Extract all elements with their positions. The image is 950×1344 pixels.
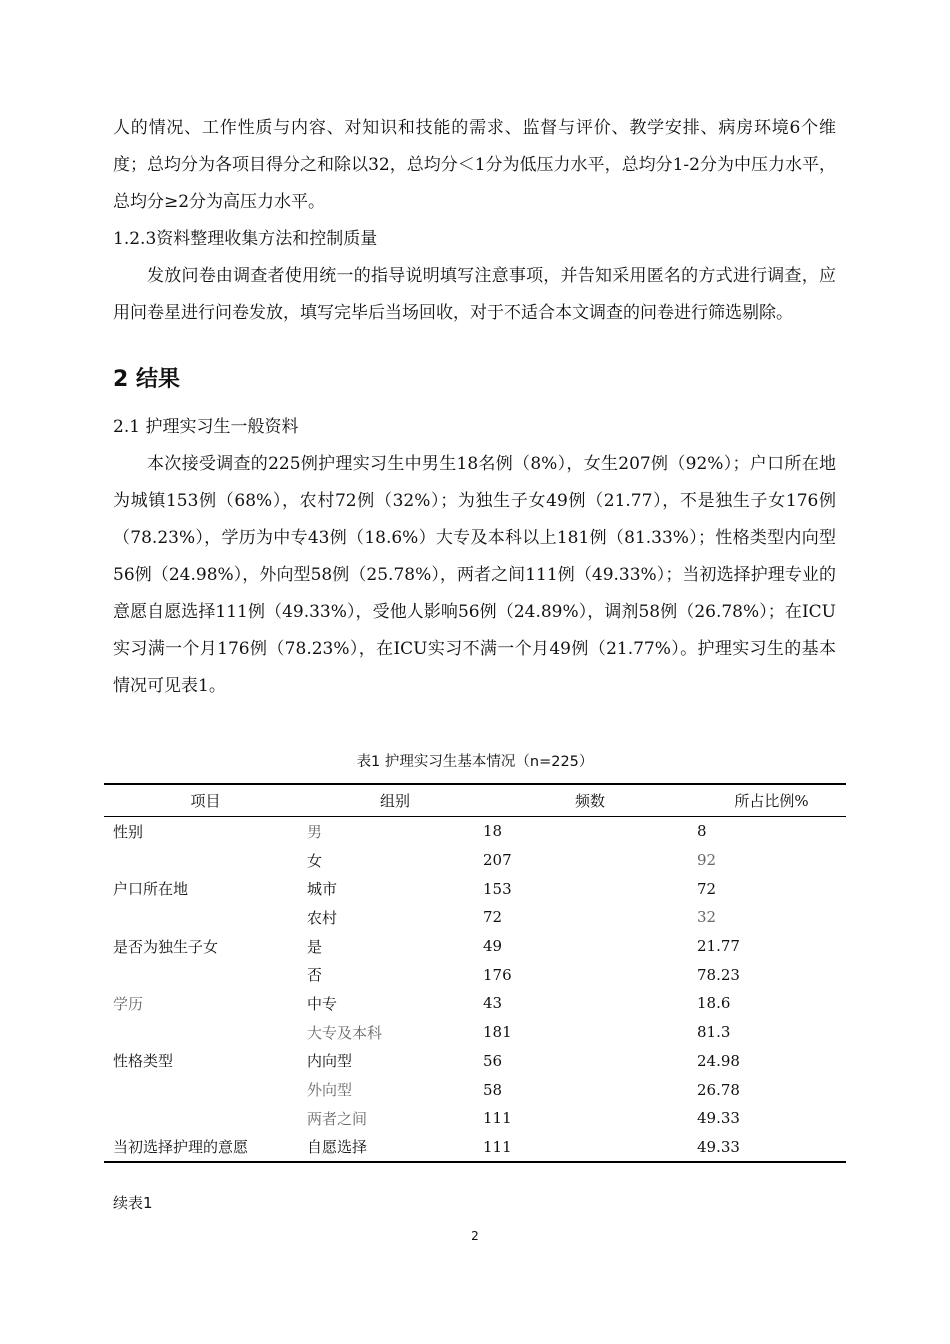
table-row — [104, 1133, 846, 1163]
page-number: 2 — [471, 1229, 479, 1243]
table-row — [104, 932, 846, 961]
table-cell: 否 — [307, 966, 323, 985]
table-row — [104, 1104, 846, 1133]
subsection-2-1: 2.1 护理实习生一般资料 — [113, 417, 299, 437]
table-cell: 城市 — [307, 880, 338, 899]
table-cell: 女 — [307, 851, 323, 870]
table-cell: 性格类型 — [113, 1052, 174, 1071]
column-header: 频数 — [483, 784, 697, 817]
table-cell: 当初选择护理的意愿 — [113, 1138, 249, 1157]
table-caption: 表1 护理实习生基本情况（n=225） — [356, 754, 594, 770]
table-cell: 56 — [483, 1051, 503, 1070]
table-row — [104, 989, 846, 1018]
table-cell: 18.6 — [697, 994, 731, 1013]
table-cell: 49.33 — [697, 1109, 740, 1128]
table-cell: 是 — [307, 937, 323, 956]
table-cell — [104, 960, 307, 989]
paragraph-scoring: 人的情况、工作性质与内容、对知识和技能的需求、监督与评价、教学安排、病房环境6个维度；总均分为各项目得分之和除以32，总均分＜1分为低压力水平，总均分1-2分为中压力水平，总均分≥2分为高压力水平。 — [113, 118, 836, 212]
table-cell: 两者之间 — [307, 1109, 368, 1128]
table-cell: 58 — [483, 1080, 503, 1099]
table-cell: 92 — [697, 851, 717, 870]
table-cell: 72 — [697, 879, 717, 898]
table-cell: 8 — [697, 822, 707, 841]
table-cell: 81.3 — [697, 1023, 731, 1042]
table-cell: 是否为独生子女 — [113, 937, 219, 956]
table-row — [104, 1047, 846, 1076]
data-table — [104, 783, 846, 1163]
table-cell: 176 — [483, 965, 512, 984]
table-cell: 学历 — [113, 994, 144, 1013]
table-header-row — [104, 784, 846, 817]
table-cell: 72 — [483, 908, 503, 927]
table-row — [104, 1075, 846, 1104]
table-cell: 24.98 — [697, 1051, 740, 1070]
table-cell: 43 — [483, 994, 503, 1013]
table-row — [104, 903, 846, 932]
column-header: 所占比例% — [697, 784, 846, 817]
table-cell: 户口所在地 — [113, 880, 189, 899]
table-cell: 207 — [483, 851, 512, 870]
paragraph-general-info: 本次接受调查的225例护理实习生中男生18名例（8%），女生207例（92%）；户口所在地为城镇153例（68%），农村72例（32%）；为独生子女49例（21.77），不是独生子女176例（78.23%），学历为中专43例（18.6%）大专及本科以上181例（81.33%）；性格类型内向型56例（24.98%），外向型58例（25.78%），两者之间111例（49.33%）；当初选择护理专业的意愿自愿选择111例（49.33%），受他人影响56例（24.89%），调剂58例（26.78%）；在ICU实习满一个月176例（78.23%），在ICU实习不满一个月49例（21.77%）。护理实习生的基本情况可见表1。 — [113, 454, 836, 696]
section-heading-results: 2 结果 — [113, 367, 180, 392]
table-cell: 中专 — [307, 994, 338, 1013]
table-cell: 32 — [697, 908, 717, 927]
table-cell — [104, 1104, 307, 1133]
table-row — [104, 960, 846, 989]
table-cell: 大专及本科 — [307, 1023, 383, 1042]
table-cell: 21.77 — [697, 937, 740, 956]
column-header: 项目 — [104, 784, 307, 817]
table-cell: 49.33 — [697, 1137, 740, 1156]
table-cell: 18 — [483, 822, 503, 841]
table-cell — [104, 903, 307, 932]
table-cell — [104, 1075, 307, 1104]
table-row — [104, 817, 846, 846]
table-row — [104, 874, 846, 903]
table-cell: 78.23 — [697, 965, 740, 984]
table-cell: 153 — [483, 879, 512, 898]
table-cell: 性别 — [113, 822, 144, 841]
table-cell: 49 — [483, 937, 503, 956]
table-cell: 181 — [483, 1023, 512, 1042]
table-cell: 111 — [483, 1137, 512, 1156]
subsection-1-2-3: 1.2.3资料整理收集方法和控制质量 — [113, 229, 378, 249]
continued-table-label: 续表1 — [113, 1194, 153, 1212]
table-cell: 自愿选择 — [307, 1138, 368, 1157]
table-cell — [104, 1018, 307, 1047]
column-header: 组别 — [307, 784, 483, 817]
table-cell: 26.78 — [697, 1080, 740, 1099]
table-row — [104, 1018, 846, 1047]
table-cell: 111 — [483, 1109, 512, 1128]
table-cell: 农村 — [307, 908, 338, 927]
paragraph-data-collection: 发放问卷由调查者使用统一的指导说明填写注意事项，并告知采用匿名的方式进行调查，应用问卷星进行问卷发放，填写完毕后当场回收，对于不适合本文调查的问卷进行筛选剔除。 — [113, 266, 836, 323]
table-cell: 外向型 — [307, 1081, 353, 1100]
table-cell: 内向型 — [307, 1052, 353, 1071]
table-row — [104, 846, 846, 875]
table-cell — [104, 846, 307, 875]
table-cell: 男 — [307, 822, 323, 841]
